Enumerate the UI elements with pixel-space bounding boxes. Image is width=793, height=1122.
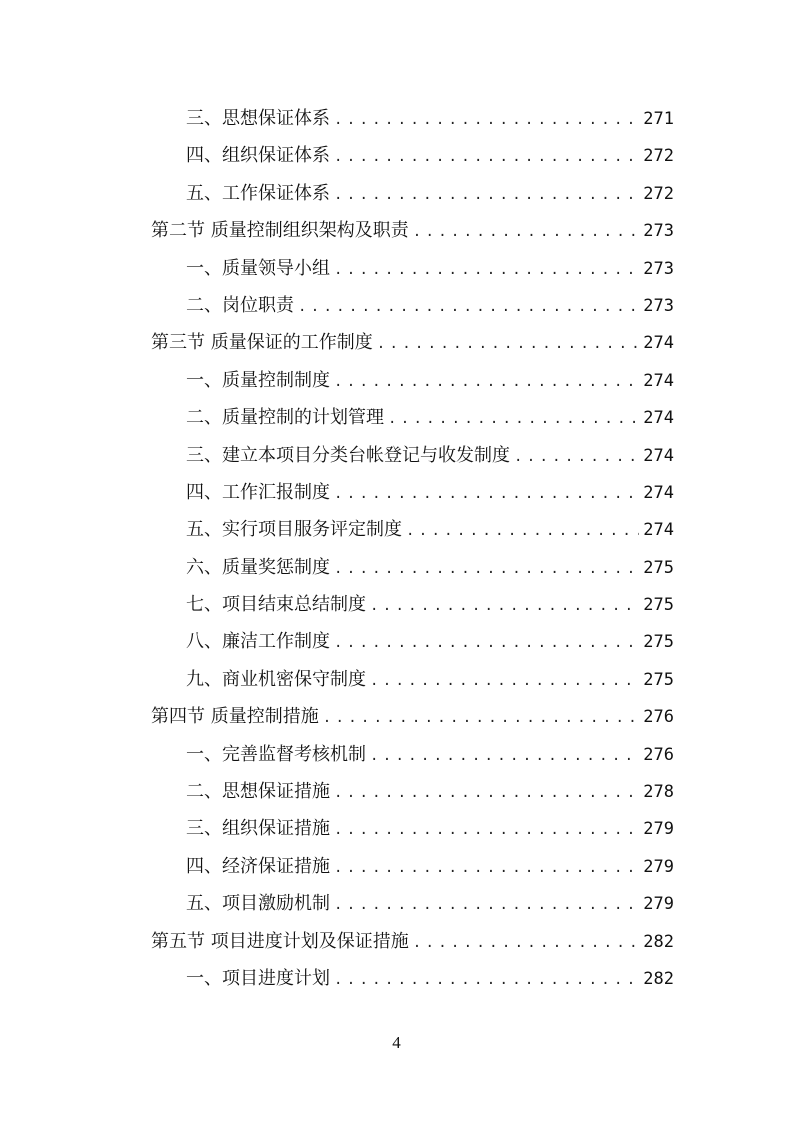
toc-subsection-entry[interactable] [151,773,674,810]
toc-subsection-entry[interactable] [151,175,674,212]
table-of-contents [151,100,674,997]
toc-entry-page-number: 273 [643,258,674,279]
toc-entry-title: 一、质量领导小组 [186,257,330,279]
toc-entry-page-number: 279 [643,856,674,877]
toc-entry-title: 第三节 质量保证的工作制度 [151,332,373,354]
toc-dot-leader [413,925,640,962]
toc-dot-leader [334,962,639,999]
toc-entry-page-number: 276 [643,707,674,728]
toc-subsection-entry[interactable] [151,362,674,399]
toc-entry-title: 四、组织保证体系 [186,145,330,167]
toc-entry-title: 二、思想保证措施 [186,781,330,803]
toc-dot-leader [334,812,639,849]
toc-entry-page-number: 279 [643,894,674,915]
toc-subsection-entry[interactable] [151,960,674,997]
toc-entry-title: 三、思想保证体系 [186,108,330,129]
toc-entry-page-number: 275 [643,632,674,653]
toc-entry-page-number: 278 [643,782,674,803]
toc-entry-page-number: 282 [643,968,674,989]
toc-entry-page-number: 275 [643,557,674,578]
toc-dot-leader [334,177,639,214]
toc-subsection-entry[interactable] [151,885,674,922]
toc-dot-leader [334,887,639,924]
toc-section-entry[interactable] [151,698,674,735]
page-number: 4 [392,1033,401,1052]
toc-dot-leader [334,364,639,401]
toc-dot-leader [334,252,639,289]
toc-entry-page-number: 276 [643,744,674,765]
toc-dot-leader [334,476,639,513]
toc-section-entry[interactable] [151,923,674,960]
toc-entry-title: 第五节 项目进度计划及保证措施 [151,930,409,952]
toc-subsection-entry[interactable] [151,549,674,586]
toc-dot-leader [334,625,639,662]
toc-dot-leader [334,850,639,887]
toc-dot-leader [334,775,639,812]
toc-entry-page-number: 274 [643,445,674,466]
toc-entry-page-number: 274 [643,482,674,503]
toc-entry-title: 二、质量控制的计划管理 [186,407,384,429]
toc-section-entry[interactable] [151,324,674,361]
toc-entry-title: 五、项目激励机制 [186,893,330,915]
toc-dot-leader [370,663,639,700]
toc-dot-leader [377,326,640,363]
toc-entry-title: 九、商业机密保守制度 [186,668,366,690]
toc-entry-page-number: 272 [643,183,674,204]
toc-subsection-entry[interactable] [151,810,674,847]
toc-entry-title: 四、工作汇报制度 [186,481,330,503]
toc-entry-title: 五、工作保证体系 [186,182,330,204]
toc-subsection-entry[interactable] [151,736,674,773]
toc-entry-page-number: 279 [643,819,674,840]
toc-entry-title: 一、项目进度计划 [186,967,330,989]
toc-entry-page-number: 274 [643,370,674,391]
toc-subsection-entry[interactable] [151,474,674,511]
toc-dot-leader [406,513,639,550]
toc-subsection-entry[interactable] [151,137,674,174]
toc-entry-page-number: 272 [643,146,674,167]
toc-dot-leader [370,588,639,625]
toc-entry-page-number: 273 [643,221,674,242]
toc-dot-leader [514,439,639,476]
toc-entry-page-number: 274 [643,408,674,429]
toc-entry-title: 一、完善监督考核机制 [186,743,366,765]
toc-entry-title: 二、岗位职责 [186,294,294,316]
toc-subsection-entry[interactable] [151,661,674,698]
toc-subsection-entry[interactable] [151,399,674,436]
toc-subsection-entry[interactable] [151,437,674,474]
toc-entry-title: 三、建立本项目分类台帐登记与收发制度 [186,444,510,466]
toc-subsection-entry[interactable] [151,287,674,324]
toc-dot-leader [334,139,639,176]
toc-entry-page-number: 274 [643,520,674,541]
toc-entry-title: 第四节 质量控制措施 [151,706,319,728]
toc-subsection-entry[interactable] [151,100,674,137]
toc-entry-page-number: 275 [643,595,674,616]
toc-entry-title: 四、经济保证措施 [186,855,330,877]
toc-entry-page-number: 273 [643,295,674,316]
toc-section-entry[interactable] [151,212,674,249]
toc-dot-leader [334,102,639,139]
toc-subsection-entry[interactable] [151,250,674,287]
toc-dot-leader [413,214,640,251]
toc-dot-leader [370,738,639,775]
toc-entry-page-number: 271 [643,109,674,129]
toc-entry-title: 七、项目结束总结制度 [186,594,366,616]
toc-subsection-entry[interactable] [151,623,674,660]
toc-entry-page-number: 275 [643,669,674,690]
toc-dot-leader [334,551,639,588]
toc-entry-title: 第二节 质量控制组织架构及职责 [151,220,409,242]
toc-subsection-entry[interactable] [151,586,674,623]
toc-entry-title: 五、实行项目服务评定制度 [186,519,402,541]
toc-subsection-entry[interactable] [151,848,674,885]
toc-dot-leader [323,700,640,737]
toc-subsection-entry[interactable] [151,511,674,548]
toc-entry-title: 六、质量奖惩制度 [186,556,330,578]
toc-dot-leader [298,289,639,326]
toc-entry-title: 八、廉洁工作制度 [186,631,330,653]
toc-entry-page-number: 282 [643,931,674,952]
toc-entry-title: 三、组织保证措施 [186,818,330,840]
toc-dot-leader [388,401,639,438]
toc-entry-title: 一、质量控制制度 [186,369,330,391]
toc-entry-page-number: 274 [643,333,674,354]
